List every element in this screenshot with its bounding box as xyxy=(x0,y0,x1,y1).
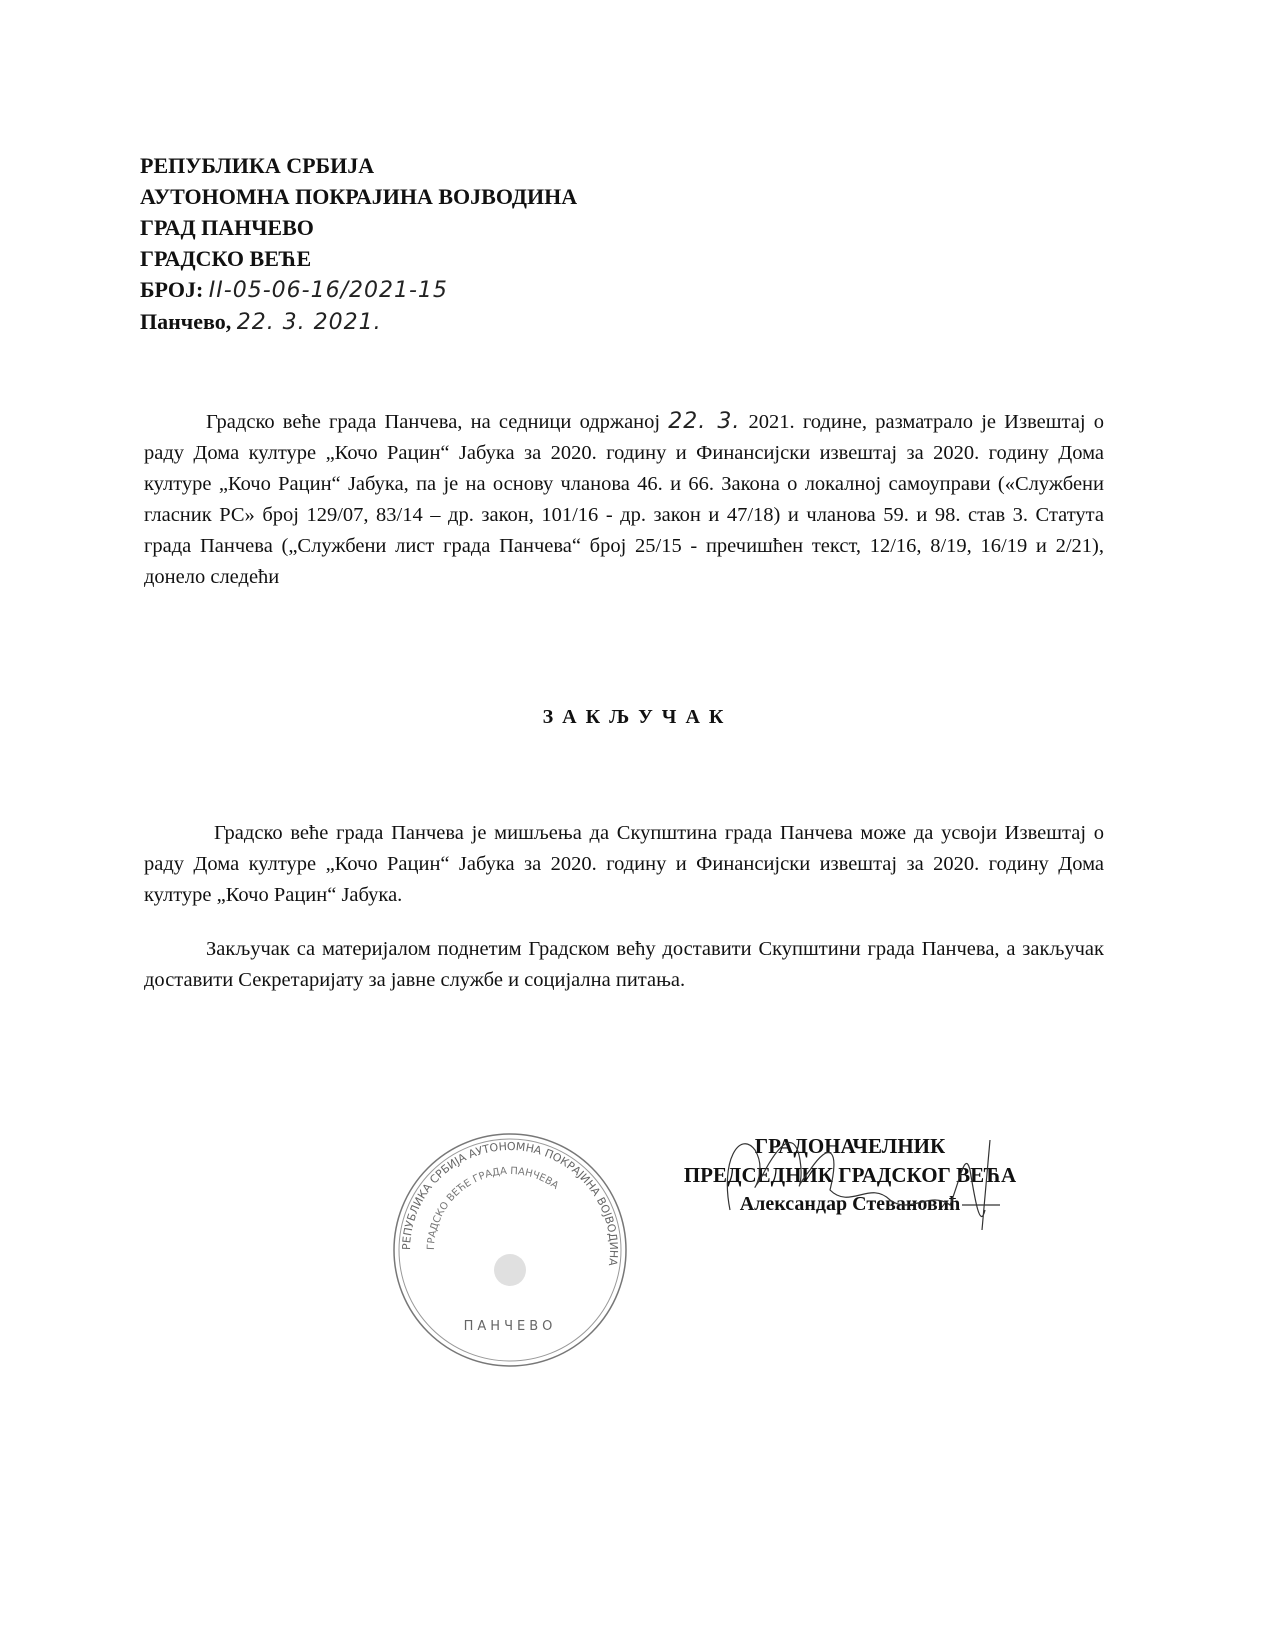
svg-text:ГРАДСКО ВЕЋЕ ГРАДА ПАНЧЕВА xyxy=(426,1166,560,1250)
handwritten-signature xyxy=(700,1120,1040,1240)
stamp-inner-text: ГРАДСКО ВЕЋЕ ГРАДА ПАНЧЕВА xyxy=(425,1165,561,1251)
document-header xyxy=(140,150,577,338)
official-stamp xyxy=(390,1130,630,1370)
header-line-country: РЕПУБЛИКА СРБИЈА xyxy=(140,153,375,178)
signatory-name: Александар Стевановић xyxy=(739,1193,961,1215)
document-date xyxy=(140,306,577,338)
header-line-city: ГРАД ПАНЧЕВО xyxy=(140,215,314,240)
document-title: ЗАКЉУЧАК xyxy=(542,706,733,728)
signature-title-president: ПРЕДСЕДНИК ГРАДСКОГ ВЕЋА xyxy=(683,1163,1017,1187)
place-label: Панчево, xyxy=(140,309,232,334)
date-handwritten: 22. 3. 2021. xyxy=(236,310,382,335)
body-paragraph-1: Градско веће града Панчева је мишљења да Скупштина града Панчева може да усвоји Извештај о раду Дома културе „Кочо Рацин“ Јабука за 2020. годину и Финансијски извештај за 2020. годину Дома културе „Кочо Рацин“ Јабука. xyxy=(144,822,1104,906)
intro-text-rest: 2021. године, разматрало је Извештај о раду Дома културе „Кочо Рацин“ Јабука за 2020. годину и Финансијски извештај за 2020. годину Дома културе „Кочо Рацин“ Јабука, па је на основу чланова 46. и 66. Закона о локалној самоуправи («Службени гласник РС» број 129/07, 83/14 – др. закон, 101/16 - др. закон и 47/18) и чланова 59. и 98. став 3. Статута града Панчева („Службени лист града Панчева“ број 25/15 - пречишћен текст, 12/16, 8/19, 16/19 и 2/21), донело следећи xyxy=(144,411,1104,588)
intro-date-handwritten: 22. 3. xyxy=(668,409,741,434)
stamp-emblem xyxy=(494,1254,526,1286)
header-line-council: ГРАДСКО ВЕЋЕ xyxy=(140,246,312,271)
intro-paragraph xyxy=(144,406,1104,593)
signature-title-mayor: ГРАДОНАЧЕЛНИК xyxy=(754,1134,946,1158)
number-value-handwritten: II-05-06-16/2021-15 xyxy=(208,278,448,303)
stamp-bottom-text: ПАНЧЕВО xyxy=(463,1319,557,1334)
body-paragraph-2: Закључак са материјалом поднетим Градском већу доставити Скупштини града Панчева, а закључак доставити Секретаријату за јавне службе и социјална питања. xyxy=(144,938,1104,991)
stamp-outer-text: РЕПУБЛИКА СРБИЈА АУТОНОМНА ПОКРАЈИНА ВОЈВОДИНА xyxy=(399,1139,621,1267)
document-number xyxy=(140,274,577,306)
intro-text-start: Градско веће града Панчева, на седници одржаној xyxy=(206,411,669,433)
header-line-province: АУТОНОМНА ПОКРАЈИНА ВОЈВОДИНА xyxy=(140,184,578,209)
number-label: БРОЈ: xyxy=(140,277,204,302)
